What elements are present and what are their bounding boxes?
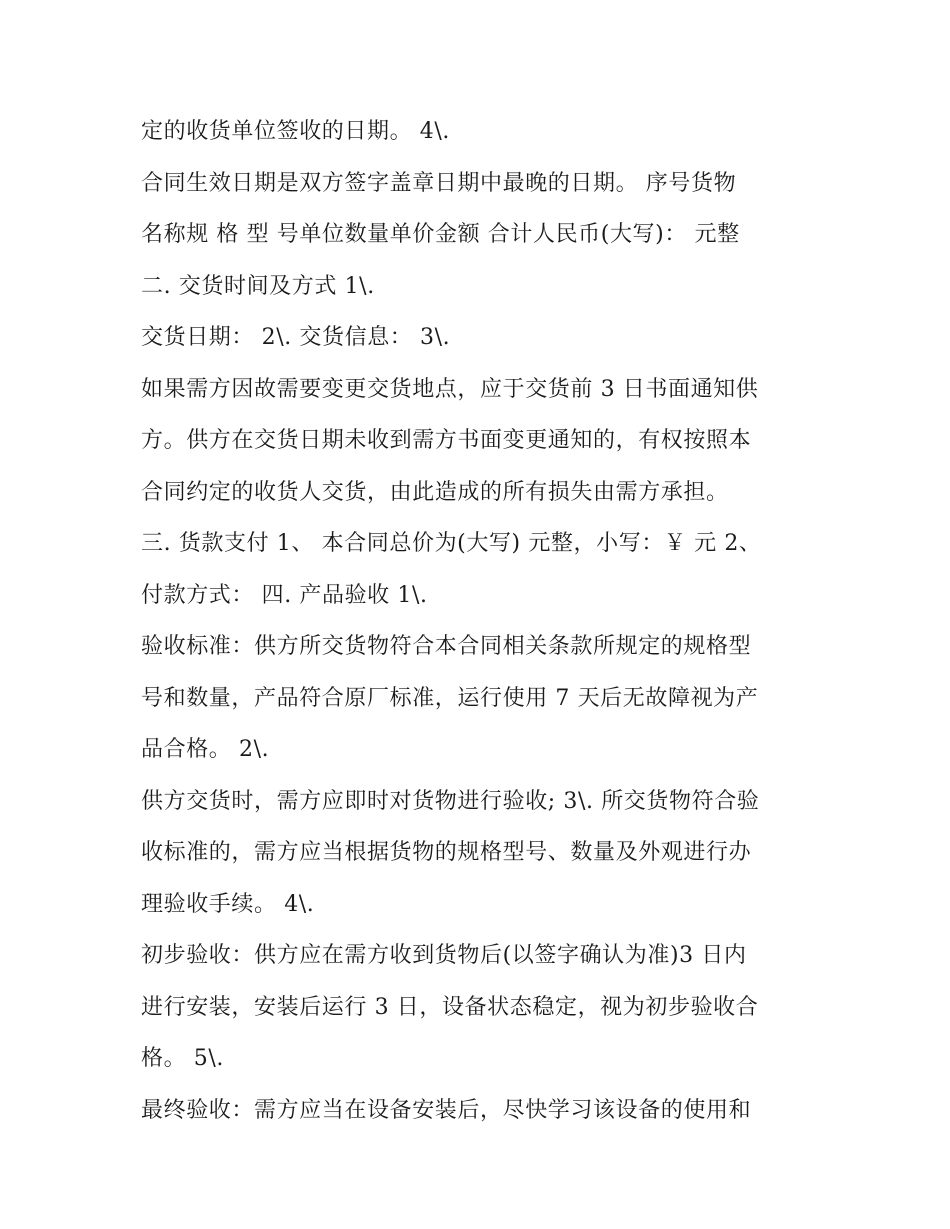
- text-line: 名称规 格 型 号单位数量单价金额 合计人民币(大写)： 元整: [141, 222, 740, 247]
- text-line: 最终验收：需方应当在设备安装后，尽快学习该设备的使用和: [141, 1097, 752, 1123]
- section-heading-payment: 三. 货款支付 1、 本合同总价为(大写) 元整，小写：￥ 元 2、: [141, 531, 762, 556]
- text-line: 如果需方因故需要变更交货地点，应于交货前 3 日书面通知供: [141, 376, 759, 402]
- text-line: 初步验收：供方应在需方收到货物后(以签字确认为准)3 日内: [141, 943, 747, 968]
- text-line: 验收标准：供方所交货物符合本合同相关条款所规定的规格型: [141, 634, 752, 659]
- text-line: 付款方式： 四. 产品验收 1\.: [141, 582, 428, 608]
- contract-text-body: [141, 106, 821, 1136]
- text-line: 交货日期： 2\. 交货信息： 3\.: [141, 325, 451, 350]
- text-line: 供方交货时，需方应即时对货物进行验收; 3\. 所交货物符合验: [141, 788, 760, 814]
- text-line: 品合格。 2\.: [141, 737, 270, 762]
- text-line: 进行安装，安装后运行 3 日，设备状态稳定，视为初步验收合: [141, 994, 759, 1020]
- text-line: 合同生效日期是双方签字盖章日期中最晚的日期。 序号货物: [141, 170, 737, 196]
- text-line: 号和数量，产品符合原厂标准，运行使用 7 天后无故障视为产: [141, 685, 759, 711]
- section-heading-delivery: 二. 交货时间及方式 1\.: [141, 273, 375, 299]
- text-line: 收标准的，需方应当根据货物的规格型号、数量及外观进行办: [141, 840, 752, 865]
- text-line: 合同约定的收货人交货，由此造成的所有损失由需方承担。: [141, 479, 729, 505]
- text-line: 定的收货单位签收的日期。 4\.: [141, 119, 450, 144]
- text-line: 理验收手续。 4\.: [141, 891, 315, 917]
- text-line: 格。 5\.: [141, 1046, 224, 1071]
- text-line: 方。供方在交货日期未收到需方书面变更通知的，有权按照本: [141, 428, 752, 453]
